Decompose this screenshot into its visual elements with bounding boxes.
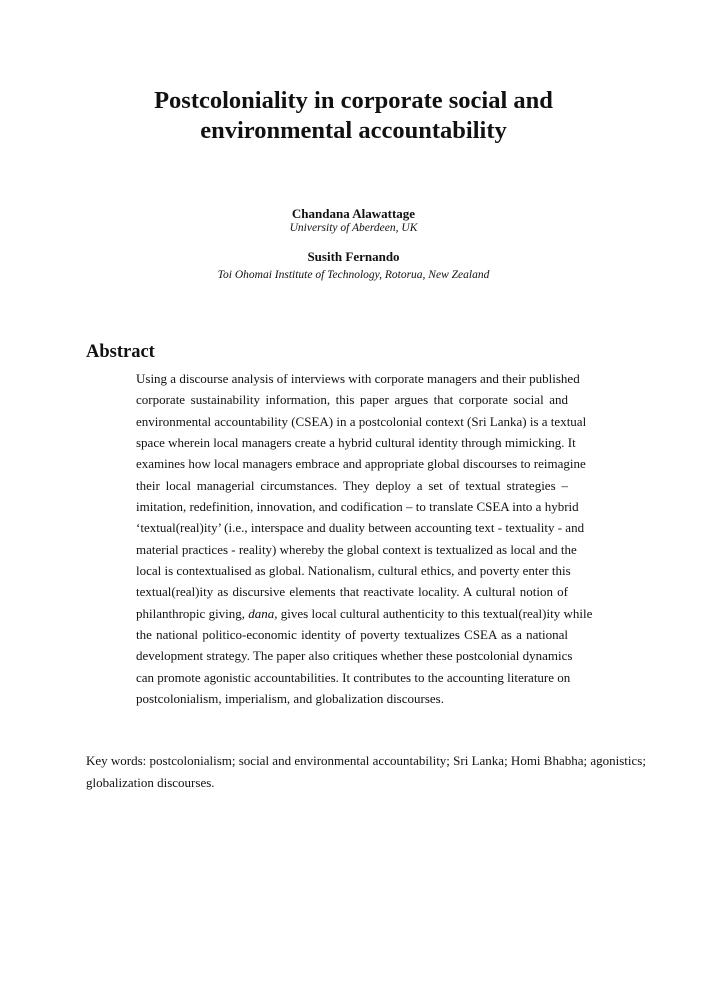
author-block <box>0 249 707 281</box>
abstract-line: development strategy. The paper also critiques whether these postcolonial dynamics <box>136 648 573 664</box>
text-segment: , gives local cultural authenticity to this textual(real)ity while <box>274 605 593 621</box>
abstract-heading: Abstract <box>86 342 155 362</box>
author-name: Chandana Alawattage <box>291 206 416 221</box>
abstract-line: textual(real)ity as discursive elements that reactivate locality. A cultural notion of <box>136 584 568 600</box>
abstract-line: Using a discourse analysis of interviews with corporate managers and their published <box>136 371 580 386</box>
keywords: Key words: postcolonialism; social and environmental accountability; Sri Lanka; Homi Bhabha; agonistics; globalization discourses. <box>86 753 646 790</box>
abstract-line: ‘textual(real)ity’ (i.e., interspace and duality between accounting text - textuality - and <box>136 520 585 536</box>
title-line: environmental accountability <box>200 117 507 144</box>
text-segment: philanthropic giving, <box>136 605 249 621</box>
abstract-line <box>136 603 593 624</box>
abstract-line: imitation, redefinition, innovation, and codification – to translate CSEA into a hybrid <box>136 499 579 515</box>
abstract-line: their local managerial circumstances. They deploy a set of textual strategies – <box>136 477 568 493</box>
author-affiliation: Toi Ohomai Institute of Technology, Rotorua, New Zealand <box>217 269 490 281</box>
title-line: Postcoloniality in corporate social and <box>154 87 553 114</box>
italic-term: dana <box>248 605 275 621</box>
abstract-line: environmental accountability (CSEA) in a postcolonial context (Sri Lanka) is a textual <box>136 413 587 429</box>
abstract-line: local is contextualised as global. Nationalism, cultural ethics, and poverty enter this <box>136 563 571 579</box>
abstract-body <box>136 368 593 710</box>
paper-title <box>0 86 707 146</box>
abstract-line: can promote agonistic accountabilities. It contributes to the accounting literature on <box>136 669 571 685</box>
abstract-line: postcolonialism, imperialism, and globalization discourses. <box>136 691 444 707</box>
abstract-line: space wherein local managers create a hybrid cultural identity through mimicking. It <box>136 435 576 451</box>
abstract-line: the national politico-economic identity of poverty textualizes CSEA as a national <box>136 627 568 643</box>
author-block <box>0 206 707 234</box>
abstract-line: material practices - reality) whereby the global context is textualized as local and the <box>136 541 577 557</box>
author-name: Susith Fernando <box>307 249 400 264</box>
author-affiliation: University of Aberdeen, UK <box>289 222 418 234</box>
abstract-line: examines how local managers embrace and appropriate global discourses to reimagine <box>136 456 586 472</box>
abstract-line: corporate sustainability information, this paper argues that corporate social and <box>136 392 568 408</box>
